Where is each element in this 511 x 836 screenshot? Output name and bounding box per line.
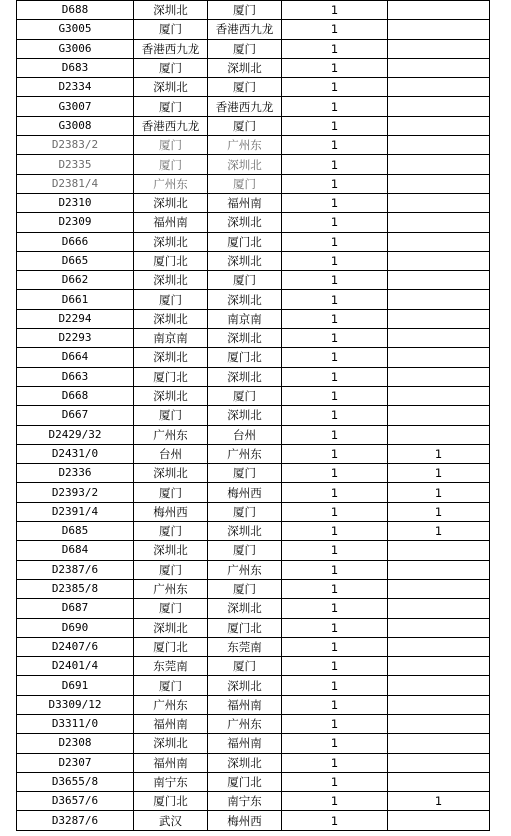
extra-count-cell bbox=[388, 695, 490, 714]
origin-station-cell: 深圳北 bbox=[134, 348, 208, 367]
origin-station-cell: 深圳北 bbox=[134, 386, 208, 405]
train-code-cell: D663 bbox=[17, 367, 134, 386]
table-row bbox=[17, 502, 490, 521]
count-cell: 1 bbox=[282, 116, 388, 135]
origin-station-cell: 厦门北 bbox=[134, 637, 208, 656]
count-cell: 1 bbox=[282, 560, 388, 579]
destination-station-cell: 厦门 bbox=[208, 502, 282, 521]
destination-station-cell: 厦门 bbox=[208, 1, 282, 20]
destination-station-cell: 深圳北 bbox=[208, 676, 282, 695]
train-code-cell: D2401/4 bbox=[17, 657, 134, 676]
destination-station-cell: 厦门 bbox=[208, 541, 282, 560]
extra-count-cell bbox=[388, 1, 490, 20]
count-cell: 1 bbox=[282, 213, 388, 232]
origin-station-cell: 深圳北 bbox=[134, 464, 208, 483]
count-cell: 1 bbox=[282, 579, 388, 598]
train-code-cell: D3311/0 bbox=[17, 714, 134, 733]
table-row bbox=[17, 329, 490, 348]
train-code-cell: D667 bbox=[17, 406, 134, 425]
count-cell: 1 bbox=[282, 618, 388, 637]
count-cell: 1 bbox=[282, 78, 388, 97]
extra-count-cell bbox=[388, 637, 490, 656]
extra-count-cell bbox=[388, 251, 490, 270]
extra-count-cell bbox=[388, 734, 490, 753]
extra-count-cell bbox=[388, 193, 490, 212]
train-code-cell: D3287/6 bbox=[17, 811, 134, 830]
destination-station-cell: 厦门 bbox=[208, 464, 282, 483]
extra-count-cell bbox=[388, 657, 490, 676]
table-row bbox=[17, 425, 490, 444]
destination-station-cell: 深圳北 bbox=[208, 213, 282, 232]
train-code-cell: D668 bbox=[17, 386, 134, 405]
table-row bbox=[17, 792, 490, 811]
train-code-cell: D2309 bbox=[17, 213, 134, 232]
table-row bbox=[17, 367, 490, 386]
destination-station-cell: 香港西九龙 bbox=[208, 20, 282, 39]
count-cell: 1 bbox=[282, 772, 388, 791]
count-cell: 1 bbox=[282, 599, 388, 618]
table-row bbox=[17, 271, 490, 290]
origin-station-cell: 福州南 bbox=[134, 753, 208, 772]
table-row bbox=[17, 174, 490, 193]
train-code-cell: D2393/2 bbox=[17, 483, 134, 502]
extra-count-cell bbox=[388, 406, 490, 425]
destination-station-cell: 厦门北 bbox=[208, 618, 282, 637]
extra-count-cell bbox=[388, 811, 490, 830]
count-cell: 1 bbox=[282, 39, 388, 58]
destination-station-cell: 广州东 bbox=[208, 714, 282, 733]
origin-station-cell: 厦门 bbox=[134, 136, 208, 155]
destination-station-cell: 东莞南 bbox=[208, 637, 282, 656]
count-cell: 1 bbox=[282, 483, 388, 502]
destination-station-cell: 福州南 bbox=[208, 695, 282, 714]
origin-station-cell: 深圳北 bbox=[134, 309, 208, 328]
count-cell: 1 bbox=[282, 657, 388, 676]
extra-count-cell bbox=[388, 116, 490, 135]
destination-station-cell: 广州东 bbox=[208, 444, 282, 463]
train-code-cell: D666 bbox=[17, 232, 134, 251]
count-cell: 1 bbox=[282, 290, 388, 309]
count-cell: 1 bbox=[282, 734, 388, 753]
destination-station-cell: 厦门 bbox=[208, 386, 282, 405]
table-row bbox=[17, 676, 490, 695]
train-code-cell: D683 bbox=[17, 58, 134, 77]
train-code-cell: D2407/6 bbox=[17, 637, 134, 656]
origin-station-cell: 厦门 bbox=[134, 155, 208, 174]
count-cell: 1 bbox=[282, 367, 388, 386]
destination-station-cell: 深圳北 bbox=[208, 329, 282, 348]
destination-station-cell: 厦门北 bbox=[208, 348, 282, 367]
count-cell: 1 bbox=[282, 444, 388, 463]
table-row bbox=[17, 695, 490, 714]
table-row bbox=[17, 386, 490, 405]
table-row bbox=[17, 155, 490, 174]
origin-station-cell: 南京南 bbox=[134, 329, 208, 348]
origin-station-cell: 厦门北 bbox=[134, 251, 208, 270]
table-row bbox=[17, 811, 490, 830]
extra-count-cell bbox=[388, 618, 490, 637]
train-code-cell: D684 bbox=[17, 541, 134, 560]
table-row bbox=[17, 136, 490, 155]
origin-station-cell: 香港西九龙 bbox=[134, 39, 208, 58]
extra-count-cell bbox=[388, 213, 490, 232]
origin-station-cell: 深圳北 bbox=[134, 271, 208, 290]
destination-station-cell: 厦门 bbox=[208, 174, 282, 193]
destination-station-cell: 香港西九龙 bbox=[208, 97, 282, 116]
count-cell: 1 bbox=[282, 251, 388, 270]
destination-station-cell: 厦门北 bbox=[208, 772, 282, 791]
origin-station-cell: 厦门 bbox=[134, 406, 208, 425]
extra-count-cell bbox=[388, 136, 490, 155]
count-cell: 1 bbox=[282, 676, 388, 695]
train-code-cell: D691 bbox=[17, 676, 134, 695]
train-code-cell: G3005 bbox=[17, 20, 134, 39]
train-code-cell: D687 bbox=[17, 599, 134, 618]
origin-station-cell: 厦门北 bbox=[134, 367, 208, 386]
extra-count-cell: 1 bbox=[388, 483, 490, 502]
origin-station-cell: 厦门 bbox=[134, 522, 208, 541]
train-code-cell: D2334 bbox=[17, 78, 134, 97]
count-cell: 1 bbox=[282, 58, 388, 77]
train-code-cell: D664 bbox=[17, 348, 134, 367]
train-code-cell: G3006 bbox=[17, 39, 134, 58]
count-cell: 1 bbox=[282, 386, 388, 405]
origin-station-cell: 福州南 bbox=[134, 213, 208, 232]
origin-station-cell: 厦门 bbox=[134, 290, 208, 309]
table-row bbox=[17, 599, 490, 618]
origin-station-cell: 厦门 bbox=[134, 599, 208, 618]
origin-station-cell: 广州东 bbox=[134, 425, 208, 444]
train-code-cell: D2310 bbox=[17, 193, 134, 212]
count-cell: 1 bbox=[282, 136, 388, 155]
destination-station-cell: 梅州西 bbox=[208, 811, 282, 830]
count-cell: 1 bbox=[282, 155, 388, 174]
destination-station-cell: 福州南 bbox=[208, 193, 282, 212]
destination-station-cell: 深圳北 bbox=[208, 406, 282, 425]
extra-count-cell bbox=[388, 386, 490, 405]
extra-count-cell: 1 bbox=[388, 464, 490, 483]
count-cell: 1 bbox=[282, 1, 388, 20]
train-schedule-table bbox=[16, 0, 490, 831]
count-cell: 1 bbox=[282, 309, 388, 328]
count-cell: 1 bbox=[282, 753, 388, 772]
extra-count-cell bbox=[388, 599, 490, 618]
destination-station-cell: 厦门 bbox=[208, 657, 282, 676]
table-row bbox=[17, 579, 490, 598]
train-code-cell: D2308 bbox=[17, 734, 134, 753]
destination-station-cell: 深圳北 bbox=[208, 290, 282, 309]
extra-count-cell bbox=[388, 271, 490, 290]
origin-station-cell: 武汉 bbox=[134, 811, 208, 830]
table-row bbox=[17, 541, 490, 560]
table-row bbox=[17, 560, 490, 579]
count-cell: 1 bbox=[282, 811, 388, 830]
train-code-cell: D3655/8 bbox=[17, 772, 134, 791]
table-row bbox=[17, 116, 490, 135]
extra-count-cell bbox=[388, 541, 490, 560]
table-row bbox=[17, 193, 490, 212]
table-row bbox=[17, 251, 490, 270]
table-row bbox=[17, 39, 490, 58]
table-row bbox=[17, 348, 490, 367]
table-row bbox=[17, 753, 490, 772]
destination-station-cell: 厦门 bbox=[208, 78, 282, 97]
origin-station-cell: 福州南 bbox=[134, 714, 208, 733]
train-code-cell: D3657/6 bbox=[17, 792, 134, 811]
destination-station-cell: 深圳北 bbox=[208, 599, 282, 618]
destination-station-cell: 深圳北 bbox=[208, 251, 282, 270]
destination-station-cell: 厦门 bbox=[208, 579, 282, 598]
extra-count-cell bbox=[388, 232, 490, 251]
origin-station-cell: 深圳北 bbox=[134, 734, 208, 753]
extra-count-cell bbox=[388, 174, 490, 193]
extra-count-cell: 1 bbox=[388, 502, 490, 521]
train-code-cell: D2431/0 bbox=[17, 444, 134, 463]
origin-station-cell: 深圳北 bbox=[134, 541, 208, 560]
destination-station-cell: 深圳北 bbox=[208, 58, 282, 77]
extra-count-cell bbox=[388, 329, 490, 348]
origin-station-cell: 厦门 bbox=[134, 20, 208, 39]
train-code-cell: D2383/2 bbox=[17, 136, 134, 155]
destination-station-cell: 厦门 bbox=[208, 271, 282, 290]
origin-station-cell: 南宁东 bbox=[134, 772, 208, 791]
table-row bbox=[17, 714, 490, 733]
origin-station-cell: 广州东 bbox=[134, 174, 208, 193]
destination-station-cell: 深圳北 bbox=[208, 367, 282, 386]
origin-station-cell: 深圳北 bbox=[134, 618, 208, 637]
count-cell: 1 bbox=[282, 541, 388, 560]
destination-station-cell: 南京南 bbox=[208, 309, 282, 328]
train-code-cell: D665 bbox=[17, 251, 134, 270]
train-code-cell: D2293 bbox=[17, 329, 134, 348]
table-row bbox=[17, 97, 490, 116]
train-code-cell: D662 bbox=[17, 271, 134, 290]
extra-count-cell bbox=[388, 155, 490, 174]
extra-count-cell bbox=[388, 753, 490, 772]
origin-station-cell: 台州 bbox=[134, 444, 208, 463]
table-row bbox=[17, 1, 490, 20]
table-row bbox=[17, 734, 490, 753]
extra-count-cell bbox=[388, 367, 490, 386]
table-row bbox=[17, 483, 490, 502]
extra-count-cell bbox=[388, 58, 490, 77]
table-row bbox=[17, 464, 490, 483]
extra-count-cell: 1 bbox=[388, 792, 490, 811]
destination-station-cell: 厦门 bbox=[208, 116, 282, 135]
extra-count-cell bbox=[388, 348, 490, 367]
train-code-cell: G3007 bbox=[17, 97, 134, 116]
train-code-cell: D2391/4 bbox=[17, 502, 134, 521]
origin-station-cell: 厦门 bbox=[134, 58, 208, 77]
count-cell: 1 bbox=[282, 348, 388, 367]
table-row bbox=[17, 213, 490, 232]
train-code-cell: D2294 bbox=[17, 309, 134, 328]
destination-station-cell: 梅州西 bbox=[208, 483, 282, 502]
origin-station-cell: 深圳北 bbox=[134, 1, 208, 20]
origin-station-cell: 厦门北 bbox=[134, 792, 208, 811]
extra-count-cell bbox=[388, 676, 490, 695]
destination-station-cell: 厦门北 bbox=[208, 232, 282, 251]
count-cell: 1 bbox=[282, 637, 388, 656]
extra-count-cell bbox=[388, 20, 490, 39]
table-row bbox=[17, 309, 490, 328]
table-row bbox=[17, 406, 490, 425]
table-row bbox=[17, 637, 490, 656]
train-code-cell: D690 bbox=[17, 618, 134, 637]
count-cell: 1 bbox=[282, 174, 388, 193]
table-row bbox=[17, 618, 490, 637]
origin-station-cell: 东莞南 bbox=[134, 657, 208, 676]
train-code-cell: D688 bbox=[17, 1, 134, 20]
extra-count-cell bbox=[388, 78, 490, 97]
extra-count-cell bbox=[388, 290, 490, 309]
origin-station-cell: 深圳北 bbox=[134, 193, 208, 212]
table-row bbox=[17, 58, 490, 77]
destination-station-cell: 南宁东 bbox=[208, 792, 282, 811]
count-cell: 1 bbox=[282, 522, 388, 541]
train-code-cell: D2387/6 bbox=[17, 560, 134, 579]
count-cell: 1 bbox=[282, 714, 388, 733]
destination-station-cell: 广州东 bbox=[208, 136, 282, 155]
table-row bbox=[17, 78, 490, 97]
train-code-cell: D2429/32 bbox=[17, 425, 134, 444]
origin-station-cell: 厦门 bbox=[134, 676, 208, 695]
extra-count-cell bbox=[388, 772, 490, 791]
count-cell: 1 bbox=[282, 97, 388, 116]
origin-station-cell: 深圳北 bbox=[134, 78, 208, 97]
table-row bbox=[17, 657, 490, 676]
train-code-cell: G3008 bbox=[17, 116, 134, 135]
count-cell: 1 bbox=[282, 232, 388, 251]
extra-count-cell: 1 bbox=[388, 522, 490, 541]
count-cell: 1 bbox=[282, 464, 388, 483]
count-cell: 1 bbox=[282, 193, 388, 212]
count-cell: 1 bbox=[282, 695, 388, 714]
table-row bbox=[17, 290, 490, 309]
table-row bbox=[17, 522, 490, 541]
origin-station-cell: 梅州西 bbox=[134, 502, 208, 521]
train-code-cell: D685 bbox=[17, 522, 134, 541]
extra-count-cell bbox=[388, 309, 490, 328]
destination-station-cell: 深圳北 bbox=[208, 753, 282, 772]
extra-count-cell bbox=[388, 425, 490, 444]
count-cell: 1 bbox=[282, 425, 388, 444]
train-code-cell: D661 bbox=[17, 290, 134, 309]
count-cell: 1 bbox=[282, 502, 388, 521]
table-row bbox=[17, 232, 490, 251]
count-cell: 1 bbox=[282, 271, 388, 290]
table-row bbox=[17, 772, 490, 791]
extra-count-cell bbox=[388, 560, 490, 579]
extra-count-cell bbox=[388, 97, 490, 116]
train-code-cell: D2385/8 bbox=[17, 579, 134, 598]
origin-station-cell: 厦门 bbox=[134, 97, 208, 116]
destination-station-cell: 厦门 bbox=[208, 39, 282, 58]
origin-station-cell: 深圳北 bbox=[134, 232, 208, 251]
destination-station-cell: 台州 bbox=[208, 425, 282, 444]
table-body bbox=[17, 1, 490, 831]
train-code-cell: D2336 bbox=[17, 464, 134, 483]
destination-station-cell: 福州南 bbox=[208, 734, 282, 753]
count-cell: 1 bbox=[282, 20, 388, 39]
train-code-cell: D3309/12 bbox=[17, 695, 134, 714]
train-code-cell: D2381/4 bbox=[17, 174, 134, 193]
origin-station-cell: 广州东 bbox=[134, 579, 208, 598]
count-cell: 1 bbox=[282, 406, 388, 425]
count-cell: 1 bbox=[282, 329, 388, 348]
extra-count-cell bbox=[388, 714, 490, 733]
destination-station-cell: 广州东 bbox=[208, 560, 282, 579]
extra-count-cell bbox=[388, 579, 490, 598]
destination-station-cell: 深圳北 bbox=[208, 155, 282, 174]
table-row bbox=[17, 444, 490, 463]
train-code-cell: D2335 bbox=[17, 155, 134, 174]
extra-count-cell bbox=[388, 39, 490, 58]
train-code-cell: D2307 bbox=[17, 753, 134, 772]
origin-station-cell: 厦门 bbox=[134, 483, 208, 502]
table-row bbox=[17, 20, 490, 39]
origin-station-cell: 香港西九龙 bbox=[134, 116, 208, 135]
count-cell: 1 bbox=[282, 792, 388, 811]
destination-station-cell: 深圳北 bbox=[208, 522, 282, 541]
origin-station-cell: 广州东 bbox=[134, 695, 208, 714]
extra-count-cell: 1 bbox=[388, 444, 490, 463]
origin-station-cell: 厦门 bbox=[134, 560, 208, 579]
